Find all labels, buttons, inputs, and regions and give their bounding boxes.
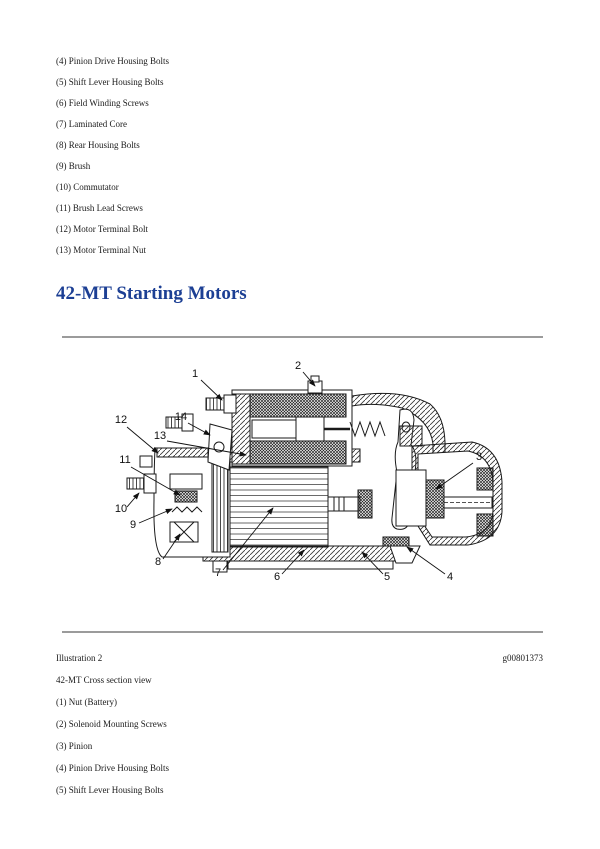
frame-bottom: [203, 546, 413, 572]
callout-label: 6: [273, 571, 281, 583]
caption-item: (2) Solenoid Mounting Screws: [56, 719, 167, 729]
caption-item: (5) Shift Lever Housing Bolts: [56, 785, 164, 795]
illustration-ref-number: g00801373: [502, 653, 543, 663]
caption-item: (4) Pinion Drive Housing Bolts: [56, 763, 170, 773]
callout-label: 3: [475, 451, 483, 463]
legend-item: (8) Rear Housing Bolts: [56, 140, 140, 150]
figure-container: [100, 350, 550, 620]
cross-section-illustration: [100, 350, 550, 620]
caption-header-row: [56, 647, 543, 669]
legend-item: (11) Brush Lead Screws: [56, 203, 143, 213]
component-legend-top: [56, 51, 169, 261]
figure-top-divider: [62, 336, 543, 338]
callout-label: 8: [154, 556, 162, 568]
figure-bottom-divider: [62, 631, 543, 633]
caption-item: (1) Nut (Battery): [56, 697, 117, 707]
legend-item: (5) Shift Lever Housing Bolts: [56, 77, 164, 87]
legend-item: (13) Motor Terminal Nut: [56, 245, 146, 255]
legend-item: (10) Commutator: [56, 182, 119, 192]
illustration-label: Illustration 2: [56, 653, 103, 663]
callout-label: 2: [294, 360, 302, 372]
figure-caption: [56, 647, 543, 801]
legend-item: (9) Brush: [56, 161, 91, 171]
callout-label: 11: [119, 454, 131, 466]
legend-item: (4) Pinion Drive Housing Bolts: [56, 56, 170, 66]
legend-item: (7) Laminated Core: [56, 119, 127, 129]
caption-item: (3) Pinion: [56, 741, 93, 751]
callout-label: 14: [174, 411, 188, 423]
callout-label: 12: [114, 414, 128, 426]
section-heading: 42-MT Starting Motors: [56, 283, 247, 304]
callout-label: 9: [129, 519, 137, 531]
callout-label: 5: [383, 571, 391, 583]
callout-label: 7: [214, 567, 222, 579]
callout-label: 10: [114, 503, 128, 515]
callout-label: 13: [153, 430, 167, 442]
legend-item: (6) Field Winding Screws: [56, 98, 149, 108]
callout-label: 1: [191, 368, 199, 380]
callout-label: 4: [446, 571, 454, 583]
caption-title: 42-MT Cross section view: [56, 675, 152, 685]
linkage: [208, 424, 232, 470]
legend-item: (12) Motor Terminal Bolt: [56, 224, 148, 234]
motor-drawing: [127, 376, 502, 572]
